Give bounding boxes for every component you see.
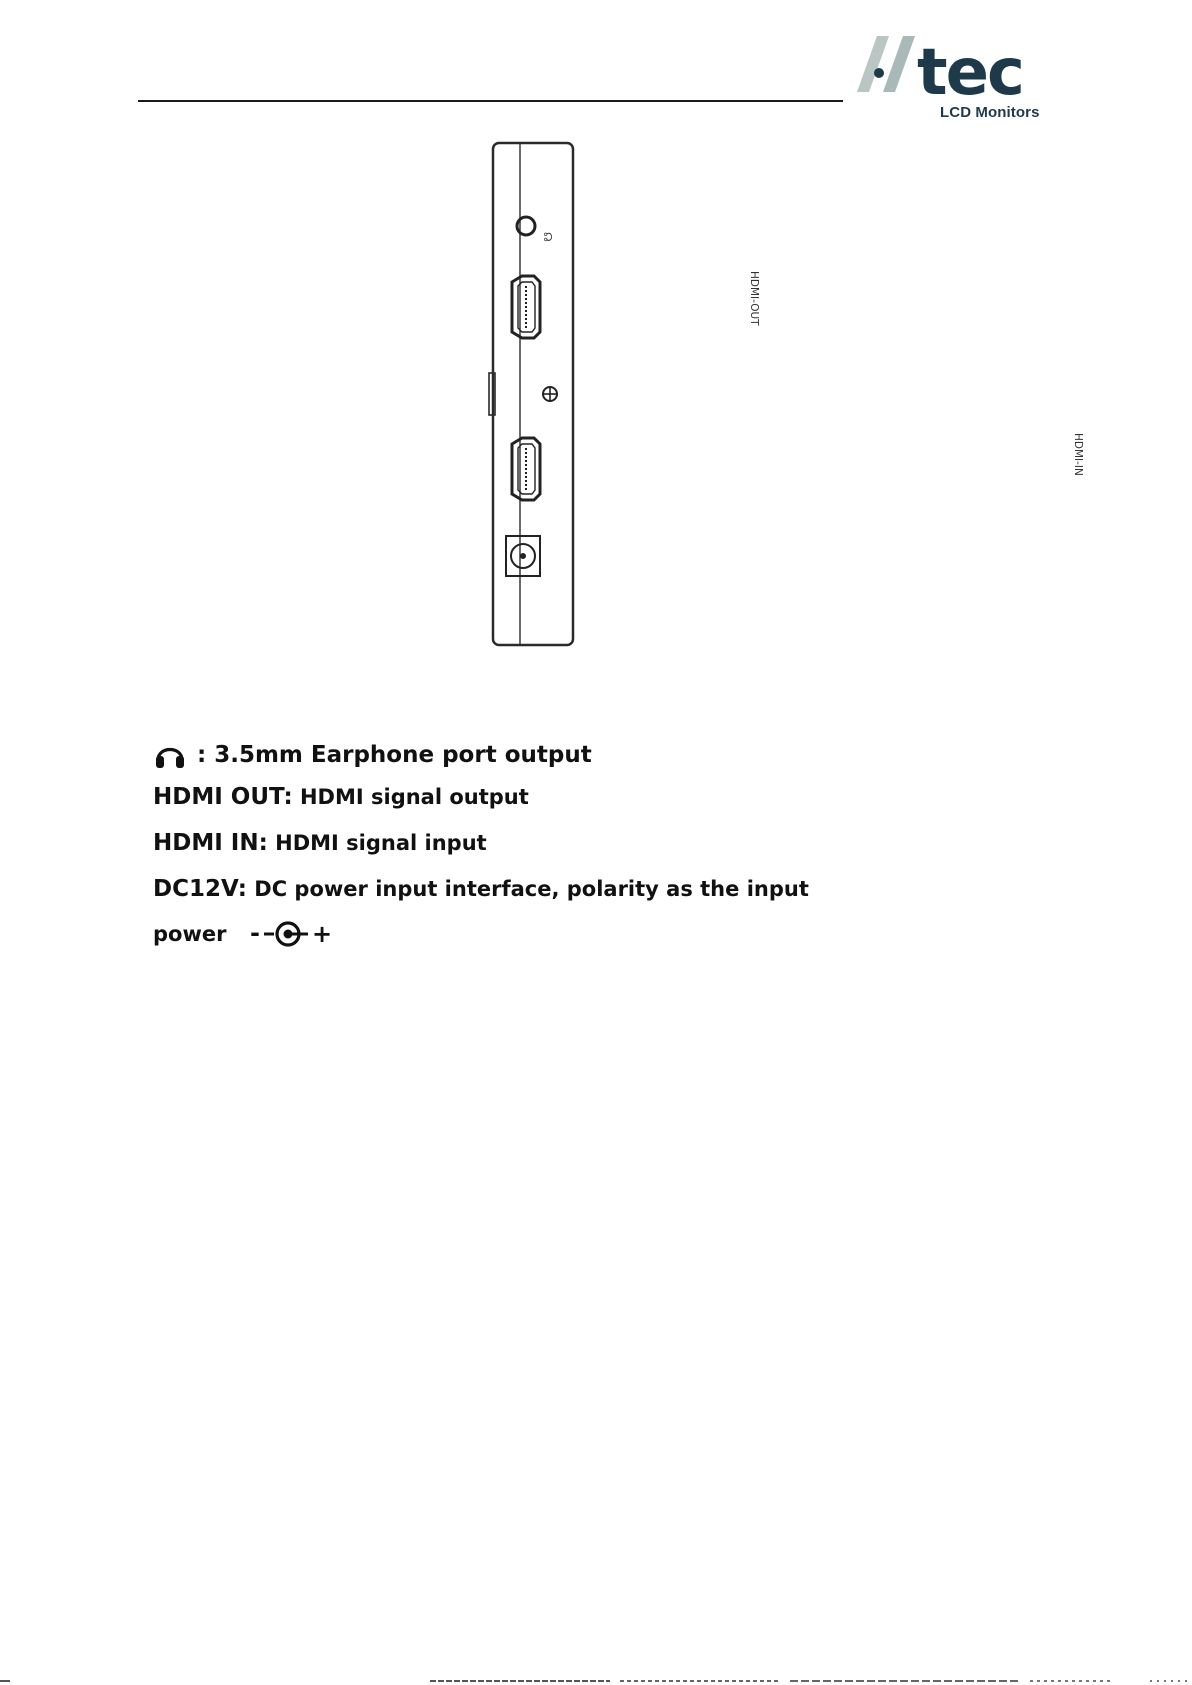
legend-row-earphone: [153, 738, 592, 770]
headphones-icon: [153, 738, 187, 768]
power-text: power: [153, 922, 227, 946]
earphone-label: ☊: [541, 232, 554, 242]
footer-scan-marks: [0, 1677, 1192, 1685]
dc-polarity-icon: [250, 921, 332, 947]
hdmi-in-label: HDMI-IN: [1072, 433, 1084, 476]
hdmi-in-desc: HDMI signal input: [267, 831, 487, 855]
dc12v-desc: DC power input interface, polarity as the input: [246, 877, 809, 901]
legend-row-hdmi-out: [153, 783, 529, 812]
legend-row-power: [153, 920, 332, 949]
hdmi-out-term: HDMI OUT:: [153, 784, 293, 810]
hdmi-out-label: HDMI-OUT: [748, 271, 760, 326]
hdmi-out-desc: HDMI signal output: [292, 785, 529, 809]
monitor-side-view-diagram: [488, 138, 1084, 650]
hdmi-in-term: HDMI IN:: [153, 830, 268, 856]
polarity-plus: +: [312, 920, 333, 948]
header-rule: [138, 100, 843, 102]
svg-text:tec: tec: [917, 36, 1023, 110]
legend-row-dc12v: [153, 875, 809, 904]
earphone-desc: : 3.5mm Earphone port output: [197, 742, 592, 768]
dc12v-term: DC12V:: [153, 876, 247, 902]
polarity-minus: -: [250, 919, 261, 947]
logo-tagline: LCD Monitors: [940, 104, 1040, 121]
legend-row-hdmi-in: [153, 829, 487, 858]
